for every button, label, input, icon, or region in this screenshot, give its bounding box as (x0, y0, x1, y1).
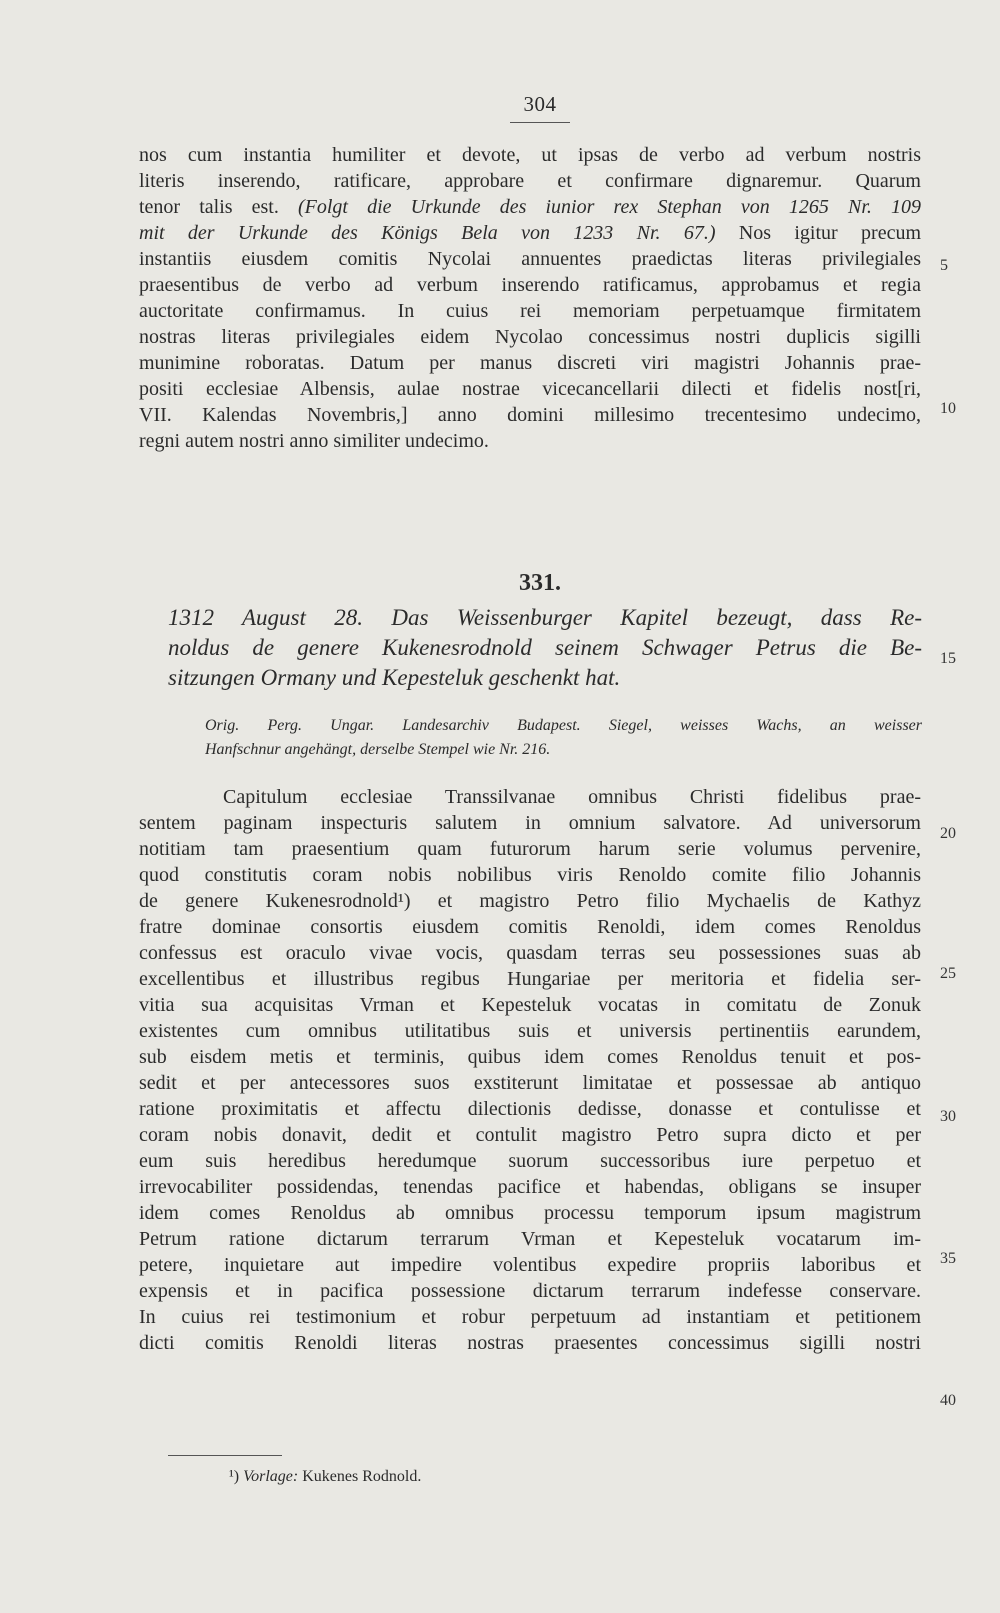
text-line (139, 298, 921, 324)
text-line: quod constitutis coram nobis nobilibus viris Renoldo comite filio Johannis (139, 864, 921, 886)
text-line: confessus est oraculo vivae vocis, quasdam terras seu possessiones suas ab (139, 942, 921, 964)
text-line: idem comes Renoldus ab omnibus processu temporum ipsum magistrum (139, 1202, 921, 1224)
text-segment: positi ecclesiae Albensis, aulae nostrae vicecancellarii dilecti et fidelis nost[ri, (139, 378, 921, 400)
source-line: Orig. Perg. Ungar. Landesarchiv Budapest. Siegel, weisses Wachs, an weisser (205, 717, 922, 734)
text-line: irrevocabiliter possidendas, tenendas pacifice et habendas, obligans se insuper (139, 1176, 921, 1198)
text-line: expensis et in pacifica possessione dictarum terrarum indefesse conservare. (139, 1280, 921, 1302)
text-line (139, 376, 921, 402)
margin-line-number: 30 (940, 1108, 956, 1125)
text-line: notitiam tam praesentium quam futurorum harum serie volumus pervenire, (139, 838, 921, 860)
text-line: de genere Kukenesrodnold¹) et magistro Petro filio Mychaelis de Kathyz (139, 890, 921, 912)
text-line: fratre dominae consortis eiusdem comitis Renoldi, idem comes Renoldus (139, 916, 921, 938)
regest-line: 1312 August 28. Das Weissenburger Kapitel bezeugt, dass Re- (168, 605, 922, 630)
footnote-rule (168, 1455, 282, 1456)
text-segment: regni autem nostri anno similiter undecimo. (139, 430, 489, 452)
page-number: 304 (523, 92, 557, 116)
text-segment: nos cum instantia humiliter et devote, ut ipsas de verbo ad verbum nostris (139, 144, 921, 166)
text-line (139, 168, 921, 194)
editorial-note: mit der Urkunde des Königs Bela von 1233 Nr. 67.) (139, 222, 716, 244)
text-segment: Nos igitur precum (715, 222, 921, 244)
page-number-rule (510, 122, 570, 123)
margin-line-number: 35 (940, 1250, 956, 1267)
text-line (139, 194, 921, 220)
text-line (139, 324, 921, 350)
text-line (139, 246, 921, 272)
text-line: petere, inquietare aut impedire volentibus expedire propriis laboribus et (139, 1254, 921, 1276)
text-line (139, 220, 921, 246)
footnote (229, 1468, 421, 1486)
source-note (205, 714, 922, 762)
document-number: 331. (519, 570, 561, 596)
text-segment: literis inserendo, ratificare, approbare et confirmare dignaremur. Quarum (139, 170, 921, 192)
footnote-label: Vorlage: (243, 1468, 299, 1485)
margin-line-number: 10 (940, 400, 956, 417)
text-line (139, 272, 921, 298)
text-line: Petrum ratione dictarum terrarum Vrman et Kepesteluk vocatarum im- (139, 1228, 921, 1250)
text-line (139, 350, 921, 376)
text-line: excellentibus et illustribus regibus Hungariae per meritoria et fidelia ser- (139, 968, 921, 990)
margin-line-number: 5 (940, 257, 948, 274)
text-line: sedit et per antecessores suos exstiterunt limitatae et possessae ab antiquo (139, 1072, 921, 1094)
margin-line-number: 15 (940, 650, 956, 667)
text-segment: praesentibus de verbo ad verbum inserendo ratificamus, approbamus et regia (139, 274, 921, 296)
text-line (139, 402, 921, 428)
text-line: Capitulum ecclesiae Transsilvanae omnibus Christi fidelibus prae- (223, 786, 921, 808)
text-segment: auctoritate confirmamus. In cuius rei memoriam perpetuamque firmitatem (139, 300, 921, 322)
document-regest (168, 603, 922, 693)
text-segment: VII. Kalendas Novembris,] anno domini millesimo trecentesimo undecimo, (139, 404, 921, 426)
text-line: In cuius rei testimonium et robur perpetuum ad instantiam et petitionem (139, 1306, 921, 1328)
text-line: eum suis heredibus heredumque suorum successoribus iure perpetuo et (139, 1150, 921, 1172)
text-line (139, 428, 921, 454)
text-segment: instantiis eiusdem comitis Nycolai annuentes praedictas literas privilegiales (139, 248, 921, 270)
margin-line-number: 20 (940, 825, 956, 842)
editorial-note: (Folgt die Urkunde des iunior rex Stephan von 1265 Nr. 109 (297, 196, 921, 218)
source-line: Hanfschnur angehängt, derselbe Stempel wie Nr. 216. (205, 741, 551, 758)
footnote-text: Kukenes Rodnold. (298, 1468, 422, 1485)
text-line: sentem paginam inspecturis salutem in omnium salvatore. Ad universorum (139, 812, 921, 834)
regest-line: sitzungen Ormany und Kepesteluk geschenkt hat. (168, 665, 621, 690)
margin-line-number: 40 (940, 1392, 956, 1409)
document-main-text (139, 784, 921, 1356)
text-line: dicti comitis Renoldi literas nostras praesentes concessimus sigilli nostri (139, 1332, 921, 1354)
text-line: vitia sua acquisitas Vrman et Kepesteluk vocatas in comitatu de Zonuk (139, 994, 921, 1016)
text-segment: tenor talis est. (139, 196, 298, 218)
text-line: coram nobis donavit, dedit et contulit magistro Petro supra dicto et per (139, 1124, 921, 1146)
text-line: ratione proximitatis et affectu dilectionis dedisse, donasse et contulisse et (139, 1098, 921, 1120)
text-segment: nostras literas privilegiales eidem Nycolao concessimus nostri duplicis sigilli (139, 326, 921, 348)
text-line: existentes cum omnibus utilitatibus suis et universis pertinentiis earundem, (139, 1020, 921, 1042)
margin-line-number: 25 (940, 965, 956, 982)
text-line (139, 142, 921, 168)
regest-line: noldus de genere Kukenesrodnold seinem Schwager Petrus die Be- (168, 635, 922, 660)
text-line: sub eisdem metis et terminis, quibus idem comes Renoldus tenuit et pos- (139, 1046, 921, 1068)
footnote-marker: ¹) (229, 1468, 240, 1485)
text-segment: munimine roboratas. Datum per manus discreti viri magistri Johannis prae- (139, 352, 921, 374)
preceding-document-text (139, 142, 921, 454)
